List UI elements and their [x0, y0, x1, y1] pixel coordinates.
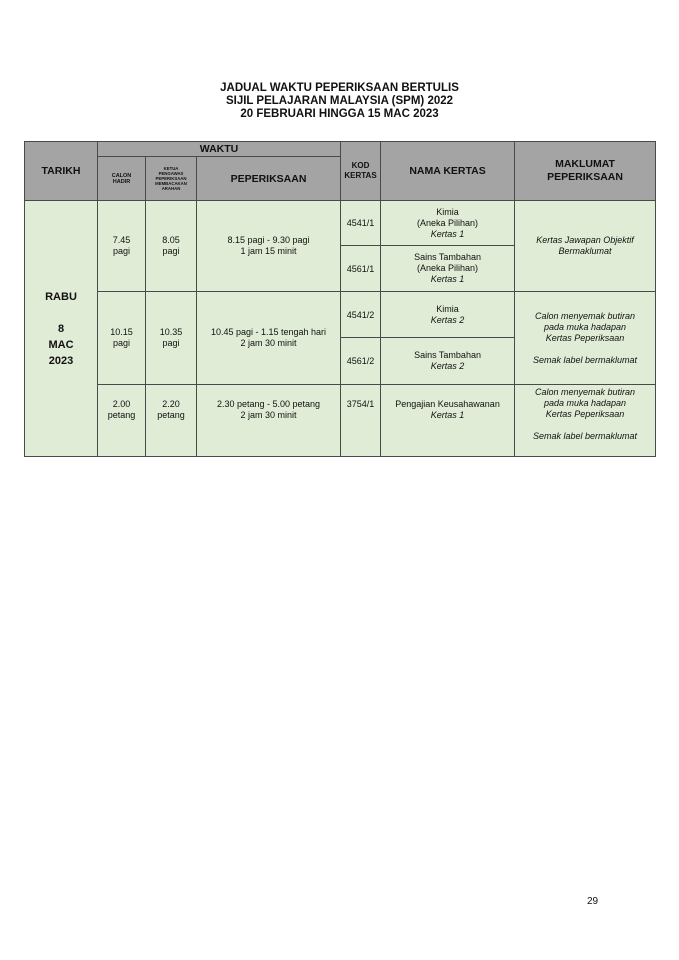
ketua-pengawas-time: 8.05 pagi	[146, 201, 197, 292]
paper-name: Kimia (Aneka Pilihan) Kertas 1	[381, 201, 515, 246]
exam-info: Kertas Jawapan Objektif Bermaklumat	[515, 201, 656, 292]
paper-name: Pengajian Keusahawanan Kertas 1	[381, 385, 515, 457]
paper-code: 4561/2	[341, 338, 381, 385]
paper-code: 3754/1	[341, 385, 381, 457]
document-title	[0, 82, 679, 121]
date-cell: RABU 8 MAC 2023	[25, 201, 98, 457]
header-nama-kertas: NAMA KERTAS	[381, 142, 515, 201]
paper-code: 4541/2	[341, 292, 381, 338]
calon-hadir-time: 2.00 petang	[98, 385, 146, 457]
exam-timetable	[24, 141, 656, 457]
title-line-3: 20 FEBRUARI HINGGA 15 MAC 2023	[240, 108, 439, 120]
paper-code: 4541/1	[341, 201, 381, 246]
exam-time: 10.45 pagi - 1.15 tengah hari 2 jam 30 minit	[197, 292, 341, 385]
title-line-2: SIJIL PELAJARAN MALAYSIA (SPM) 2022	[225, 95, 454, 107]
header-tarikh: TARIKH	[25, 142, 98, 201]
exam-info: Calon menyemak butiran pada muka hadapan Kertas Peperiksaan Semak label bermaklumat	[515, 385, 656, 457]
header-maklumat: MAKLUMAT PEPERIKSAAN	[515, 142, 656, 201]
header-calon-hadir: CALON HADIR	[98, 157, 146, 201]
calon-hadir-time: 10.15 pagi	[98, 292, 146, 385]
exam-info: Calon menyemak butiran pada muka hadapan Kertas Peperiksaan Semak label bermaklumat	[515, 292, 656, 385]
calon-hadir-time: 7.45 pagi	[98, 201, 146, 292]
paper-name: Sains Tambahan (Aneka Pilihan) Kertas 1	[381, 246, 515, 292]
header-ketua-pengawas: KETUA PENGAWAS PEPERIKSAAN MEMBACAKAN ARAHAN	[146, 157, 197, 201]
header-peperiksaan: PEPERIKSAAN	[197, 157, 341, 201]
ketua-pengawas-time: 2.20 petang	[146, 385, 197, 457]
header-kod-kertas: KOD KERTAS	[341, 142, 381, 201]
exam-time: 2.30 petang - 5.00 petang 2 jam 30 minit	[197, 385, 341, 457]
exam-time: 8.15 pagi - 9.30 pagi 1 jam 15 minit	[197, 201, 341, 292]
title-line-1: JADUAL WAKTU PEPERIKSAAN BERTULIS	[220, 82, 459, 94]
page-number: 29	[587, 896, 599, 907]
paper-name: Kimia Kertas 2	[381, 292, 515, 338]
paper-code: 4561/1	[341, 246, 381, 292]
header-waktu: WAKTU	[98, 142, 341, 157]
ketua-pengawas-time: 10.35 pagi	[146, 292, 197, 385]
paper-name: Sains Tambahan Kertas 2	[381, 338, 515, 385]
